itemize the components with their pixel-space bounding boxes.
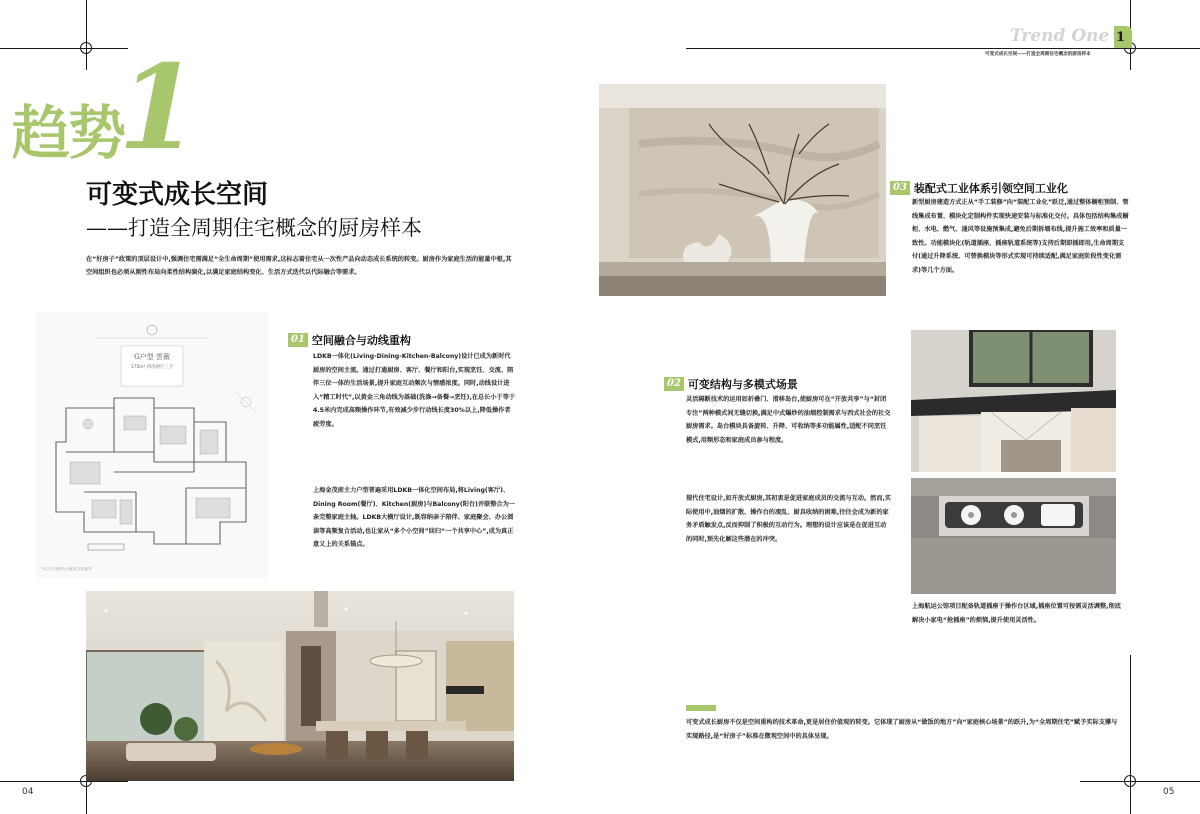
registration-mark	[1124, 775, 1136, 787]
intro-paragraph: 在“好房子”政策的顶层设计中,强调住宅需满足“全生命周期”使用需求,这标志着住宅从一次性产品向动态成长系统的转变。厨房作为家庭生活的能量中枢,其空间组织也必须从刚性布局向柔性结构演化,以满足家庭结构变化、生活方式迭代以代际融合等需求。	[86, 256, 512, 276]
left-vertical-rule	[86, 0, 87, 70]
registration-mark	[80, 42, 92, 54]
bottom-right-horizontal-rule	[1080, 781, 1200, 782]
section-03-number: 03	[890, 181, 910, 195]
left-horizontal-rule	[0, 48, 128, 49]
section-01-paragraph-1: LDKB一体化(Living-Dining-Kitchen-Balcony)设计已成为新时代厨房的空间主流。通过打通厨房、客厅、餐厅和阳台,实现烹饪、交流、陪伴三位一体的生活场景,提升家庭互动频次与情感浓度。同时,动线设计进入“精工时代”,以黄金三角动线为基础(洗涤→备餐→烹饪),在总长小于等于4.5米内完成高频操作环节,有效减少步行动线长度30%以上,降低操作者疲劳度。	[313, 353, 516, 428]
floor-plan-footnote: *以上户型图为示意图,仅供参考	[42, 567, 92, 571]
section-01-heading	[288, 332, 411, 348]
section-02-paragraph-1: 灵活隔断技术的运用如折叠门、滑移岛台,使厨房可在“开放共享”与“封闭专注”两种模式间无缝切换,满足中式爆炒的油烟控制需求与西式社会的社交厨房需求。岛台模块具备旋转、升降、可收纳等多功能属性,适配不同烹饪模式,用频形态和家庭成员参与程度。	[686, 396, 891, 444]
section-02-title: 可变结构与多模式场景	[687, 378, 798, 391]
vase-decor-photo	[599, 84, 886, 296]
trend-badge-number: 1	[1116, 30, 1126, 45]
living-dining-photo	[86, 591, 514, 781]
section-03-paragraph: 新型厨房建造方式正从“手工装修”向“装配工业化”跃迁,通过整体橱柜预制、管线集成布置、模块化定制构件实现快速安装与标准化交付。具体包括结构集成橱柜、水电、燃气、通风等设施预集成,避免后期拆墙布线,提升施工效率和质量一致性。功能模块化(轨道插座、插座轨道系统等)支持后期即插即用,生命周期支付(通过升降系统、可替换模块等形式实现可持续适配,满足家庭阶段性变化需求)等几个方面。	[912, 199, 1129, 274]
header-tagline: 可变式成长空间——打造全周期住宅概念的厨房样本	[985, 52, 1091, 57]
bottom-right-vertical-rule	[1130, 655, 1131, 814]
right-horizontal-rule	[686, 48, 1200, 49]
page-number-right: 05	[1163, 787, 1175, 797]
conclusion-paragraph: 可变式成长厨房不仅是空间重构的技术革命,更是居住价值观的转变。它体现了厨房从“做饭的地方”向“家庭核心场景”的跃升,为“全周期住宅”赋予实际支撑与实现路径,是“好房子”标准在微观空间中的具体呈现。	[686, 719, 1118, 740]
title-big-word: 趋势	[12, 99, 125, 167]
section-01-number: 01	[288, 333, 308, 347]
floor-plan-area: 175m² 四房两厅三卫	[130, 365, 174, 370]
svg-text:· · · · · · · ·: · · · · · · · ·	[142, 314, 162, 319]
trend-label: Trend One	[1010, 26, 1110, 46]
bottom-left-horizontal-rule	[0, 781, 128, 782]
socket-photo-caption: 上海航运公馆项目配备轨道插座于操作台区域,插座位置可按需灵活调整,彻底解决小家电“抢插座”的烦恼,提升使用灵活性。	[912, 603, 1121, 624]
section-01-paragraph-2: 上海金茂前主力户型普遍采用LDKB一体化空间布局,将Living(客厅)、Dining Room(餐厅)、Kitchen(厨房)与Balcony(阳台)并联整合为一条完整家庭主轴。LDKB大横厅设计,既容纳亲子陪伴、家庭聚会、办公阅读等高频复合活动,也让家从“多个小空间”回归“一个共享中心”,成为真正意义上的关系锚点。	[313, 487, 515, 548]
conclusion-accent-bar	[686, 705, 716, 711]
title-big-number: 1	[118, 40, 199, 176]
track-socket-photo	[911, 478, 1116, 594]
page-subtitle: ——打造全周期住宅概念的厨房样本	[86, 216, 422, 240]
section-03-title: 装配式工业体系引领空间工业化	[913, 182, 1068, 195]
floor-plan-image	[36, 312, 268, 578]
section-02-number: 02	[664, 377, 684, 391]
floor-plan-name: G户型 雲薇	[134, 353, 170, 361]
page-title: 可变式成长空间	[86, 180, 269, 210]
section-02-heading	[664, 376, 798, 392]
page-number-left: 04	[22, 787, 34, 797]
kitchen-cabinet-photo	[911, 330, 1116, 472]
section-01-title: 空间融合与动线重构	[311, 334, 411, 347]
section-02-paragraph-2: 现代住宅设计,如开放式厨房,其初衷是促进家庭成员的交流与互动。然而,实际使用中,油烟的扩散、操作台的凌乱、厨具收纳的困难,往往会成为新的家务矛盾触发点,反而抑制了积极的互动行为。理想的设计应该是在促进互动的同时,预先化解这些潜在的冲突。	[686, 495, 892, 543]
section-03-heading	[890, 180, 1068, 196]
